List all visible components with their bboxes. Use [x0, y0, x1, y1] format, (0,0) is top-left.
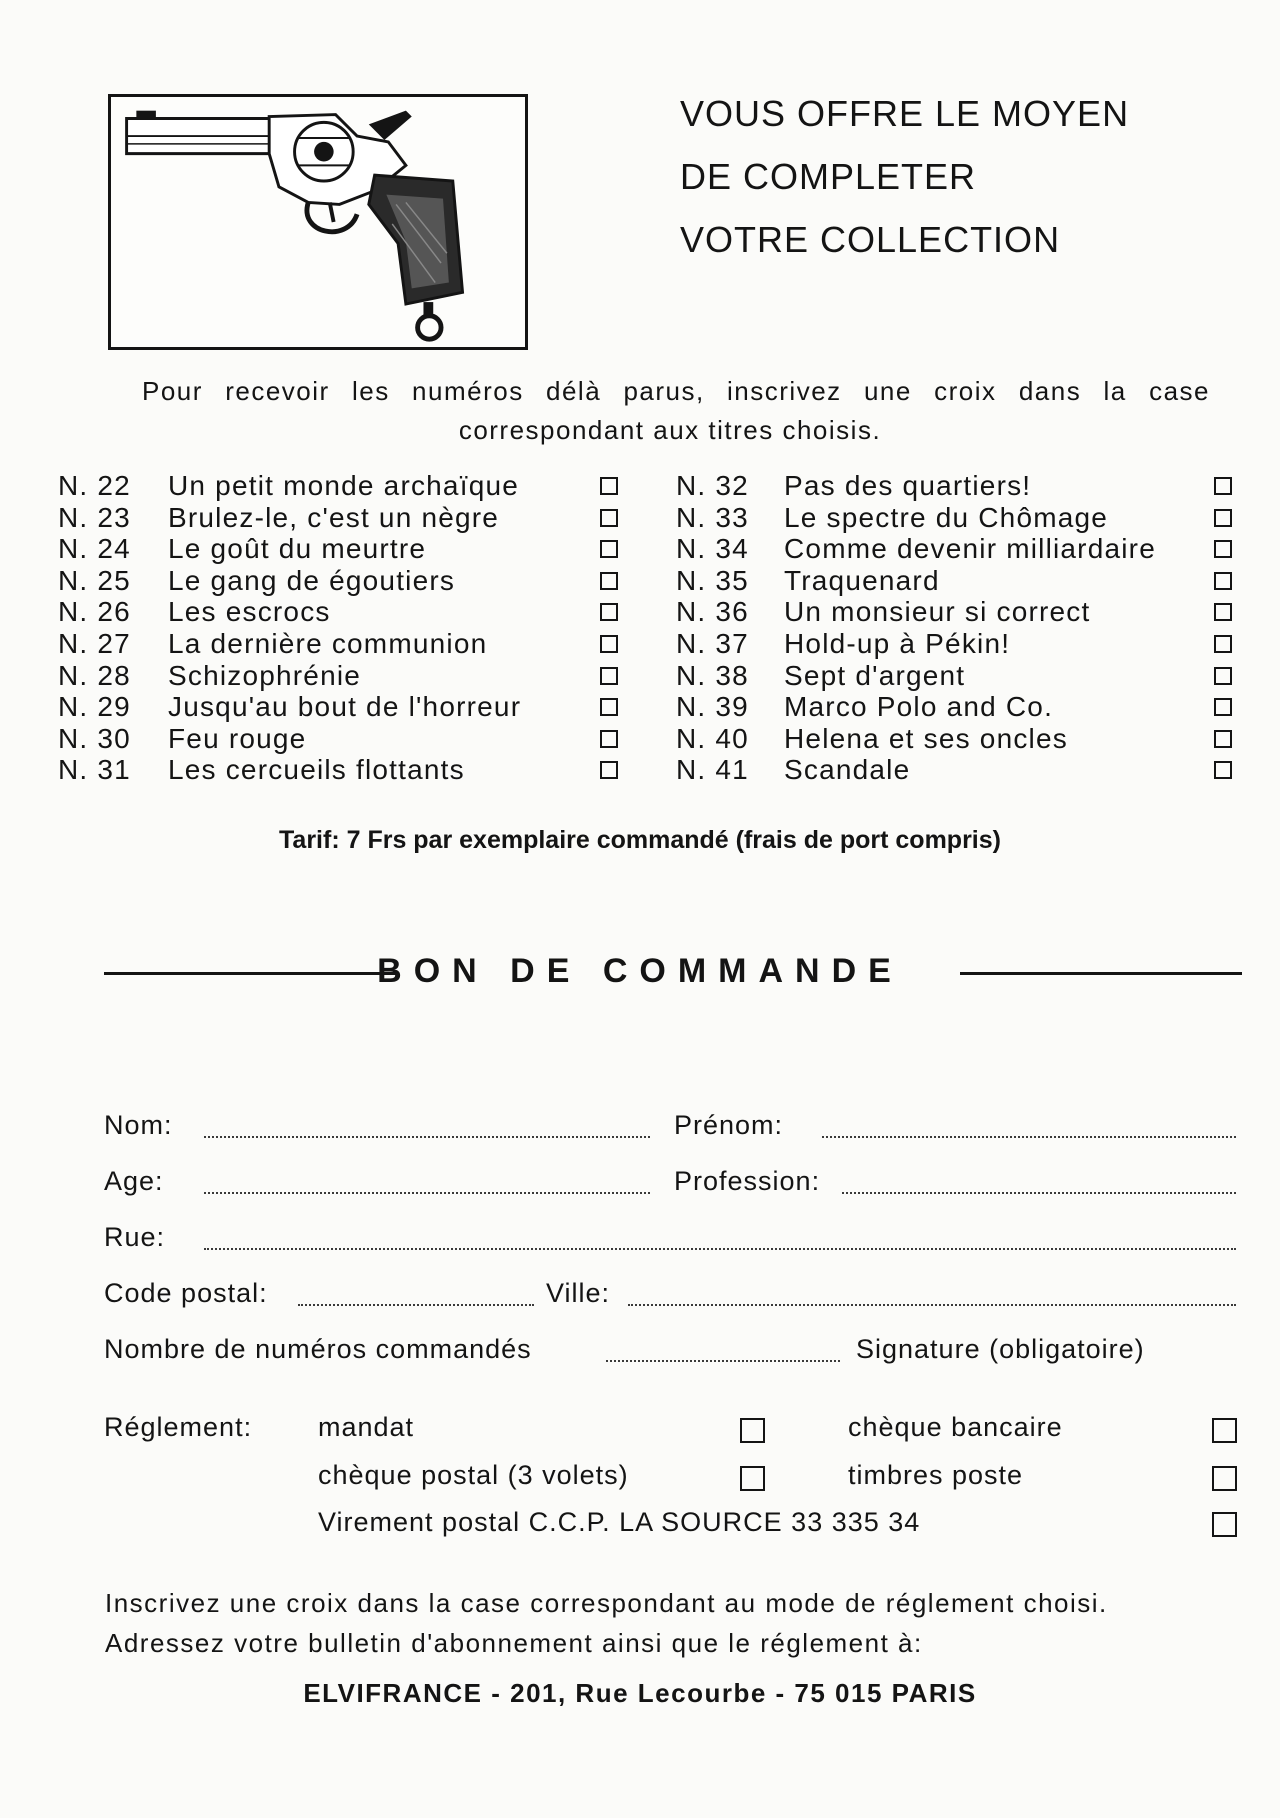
issue-number: N. 26	[58, 596, 131, 628]
issue-number: N. 22	[58, 470, 131, 501]
issue-number: N. 36	[676, 596, 749, 628]
cheque-bancaire-checkbox[interactable]	[1212, 1418, 1237, 1443]
issue-number: N. 39	[676, 691, 749, 723]
issue-title: Feu rouge	[168, 722, 307, 754]
publisher-address: ELVIFRANCE - 201, Rue Lecourbe - 75 015 PARIS	[303, 1678, 977, 1708]
issue-number: N. 31	[58, 754, 131, 786]
headline-line-3: VOTRE COLLECTION	[680, 219, 1061, 260]
issue-title: Les escrocs	[168, 596, 331, 628]
issue-title: Scandale	[784, 754, 911, 786]
nombre-label: Nombre de numéros commandés	[104, 1334, 532, 1364]
nom-label: Nom:	[104, 1110, 173, 1140]
reglement-label: Réglement:	[104, 1412, 253, 1442]
issue-number: N. 33	[676, 501, 749, 533]
issue-title: Helena et ses oncles	[784, 722, 1068, 754]
timbres-checkbox[interactable]	[1212, 1466, 1237, 1491]
issue-title: Pas des quartiers!	[784, 470, 1032, 501]
code-postal-label: Code postal:	[104, 1278, 268, 1308]
issue-number: N. 28	[58, 659, 131, 691]
headline-line-1: VOUS OFFRE LE MOYEN	[680, 93, 1130, 134]
code-postal-field[interactable]	[298, 1304, 534, 1306]
issue-title: Marco Polo and Co.	[784, 691, 1054, 723]
issue-title: Le gang de égoutiers	[168, 564, 456, 596]
rue-label: Rue:	[104, 1222, 166, 1252]
age-field[interactable]	[204, 1192, 650, 1194]
age-label: Age:	[104, 1166, 164, 1196]
issue-number: N. 38	[676, 659, 749, 691]
order-form-title: BON DE COMMANDE	[377, 952, 903, 990]
issue-number: N. 40	[676, 722, 749, 754]
cheque-bancaire-label: chèque bancaire	[848, 1412, 1063, 1442]
issue-number: N. 23	[58, 501, 131, 533]
ville-field[interactable]	[628, 1304, 1236, 1306]
headline-line-2: DE COMPLETER	[680, 156, 977, 197]
nombre-field[interactable]	[606, 1360, 840, 1362]
mandat-checkbox[interactable]	[740, 1418, 765, 1443]
issue-title: Le goût du meurtre	[168, 533, 427, 565]
issue-title: Hold-up à Pékin!	[784, 627, 1011, 659]
cheque-postal-checkbox[interactable]	[740, 1466, 765, 1491]
cheque-postal-label: chèque postal (3 volets)	[318, 1460, 629, 1490]
issue-number: N. 29	[58, 691, 131, 723]
mandat-label: mandat	[318, 1412, 415, 1442]
issue-title: La dernière communion	[168, 627, 488, 659]
tarif-text: Tarif: 7 Frs par exemplaire commandé (frais de port compris)	[279, 826, 1001, 854]
ville-label: Ville:	[546, 1278, 611, 1308]
issue-number: N. 34	[676, 533, 749, 565]
virement-label: Virement postal C.C.P. LA SOURCE 33 335 34	[318, 1507, 921, 1537]
timbres-label: timbres poste	[848, 1460, 1024, 1490]
issue-title: Schizophrénie	[168, 659, 362, 691]
issue-title: Les cercueils flottants	[168, 754, 465, 786]
virement-checkbox[interactable]	[1212, 1512, 1237, 1537]
nom-field[interactable]	[204, 1136, 650, 1138]
issue-title: Traquenard	[784, 564, 940, 596]
footer-instruction: Inscrivez une croix dans la case correspondant au mode de réglement choisi.	[105, 1588, 1108, 1618]
issue-title: Sept d'argent	[784, 659, 966, 691]
profession-label: Profession:	[674, 1166, 821, 1196]
intro-line-1: Pour recevoir les numéros délà parus, inscrivez une croix dans la case	[142, 376, 1210, 406]
issue-number: N. 25	[58, 564, 131, 596]
issue-title: Le spectre du Chômage	[784, 501, 1109, 533]
issue-title: Jusqu'au bout de l'horreur	[168, 691, 522, 723]
prenom-field[interactable]	[822, 1136, 1236, 1138]
profession-field[interactable]	[842, 1192, 1236, 1194]
issue-number: N. 30	[58, 722, 131, 754]
issue-number: N. 37	[676, 627, 749, 659]
issue-title: Un petit monde archaïque	[168, 470, 520, 501]
rue-field[interactable]	[204, 1248, 1236, 1250]
signature-label: Signature (obligatoire)	[856, 1334, 1145, 1364]
prenom-label: Prénom:	[674, 1110, 784, 1140]
issue-title: Brulez-le, c'est un nègre	[168, 501, 500, 533]
issue-number: N. 24	[58, 533, 131, 565]
issue-number: N. 27	[58, 627, 131, 659]
footer-address-intro: Adressez votre bulletin d'abonnement ainsi que le réglement à:	[105, 1628, 923, 1658]
issue-title: Comme devenir milliardaire	[784, 533, 1156, 565]
issue-title: Un monsieur si correct	[784, 596, 1091, 628]
issue-number: N. 32	[676, 470, 749, 501]
issue-number: N. 41	[676, 754, 749, 786]
issue-number: N. 35	[676, 564, 749, 596]
intro-line-2: correspondant aux titres choisis.	[458, 415, 882, 445]
